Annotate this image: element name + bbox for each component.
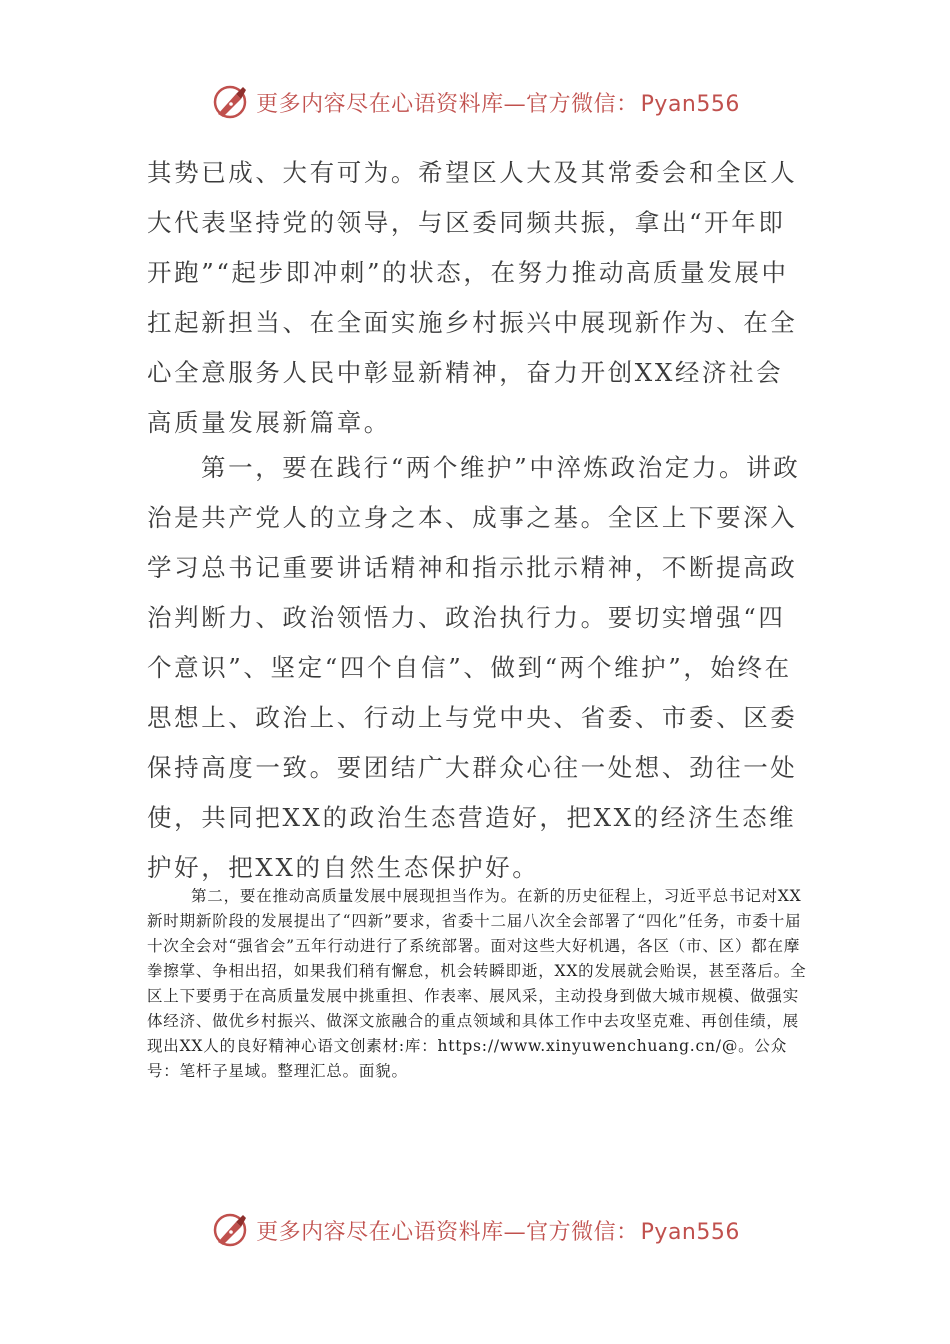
paragraph-continuation: 其势已成、大有可为。希望区人大及其常委会和全区人大代表坚持党的领导，与区委同频共振，拿出“开年即开跑”“起步即冲刺”的状态，在努力推动高质量发展中扛起新担当、在全面实施乡村振兴中展现新作为、在全心全意服务人民中彰显新精神，奋力开创XX经济社会高质量发展新篇章。: [147, 158, 798, 437]
paragraph-first-point: 第一，要在践行“两个维护”中淬炼政治定力。讲政治是共产党人的立身之本、成事之基。全区上下要深入学习总书记重要讲话精神和指示批示精神，不断提高政治判断力、政治领悟力、政治执行力。要切实增强“四个意识”、坚定“四个自信”、做到“两个维护”，始终在思想上、政治上、行动上与党中央、省委、市委、区委保持高度一致。要团结广大群众心往一处想、劲往一处使，共同把XX的政治生态营造好，把XX的经济生态维护好，把XX的自然生态保护好。: [147, 453, 801, 882]
footer-banner-text: 更多内容尽在心语资料库—官方微信：Pyan556: [256, 1219, 740, 1245]
paragraph-second-point: 第二，要在推动高质量发展中展现担当作为。在新的历史征程上，习近平总书记对XX新时期新阶段的发展提出了“四新”要求，省委十二届八次全会部署了“四化”任务，市委十届十次全会对“强省会”五年行动进行了系统部署。面对这些大好机遇，各区（市、区）都在摩拳擦掌、争相出招，如果我们稍有懈怠，机会转瞬即逝，XX的发展就会贻误，甚至落后。全区上下要勇于在高质量发展中挑重担、作表率、展风采，主动投身到做大城市规模、做强实体经济、做优乡村振兴、做深文旅融合的重点领域和具体工作中去攻坚克难、再创佳绩，展现出XX人的良好精神心语文创素材:库：https://www.xinyuwenchuang.cn/@。公众号：笔杆子星域。整理汇总。面貌。: [147, 887, 807, 1080]
footer-banner: [0, 1208, 950, 1252]
header-banner-text: 更多内容尽在心语资料库—官方微信：Pyan556: [256, 91, 740, 117]
pen-nib-logo-icon: [210, 1210, 250, 1250]
header-banner: [0, 80, 950, 124]
pen-nib-logo-icon: [210, 82, 250, 122]
